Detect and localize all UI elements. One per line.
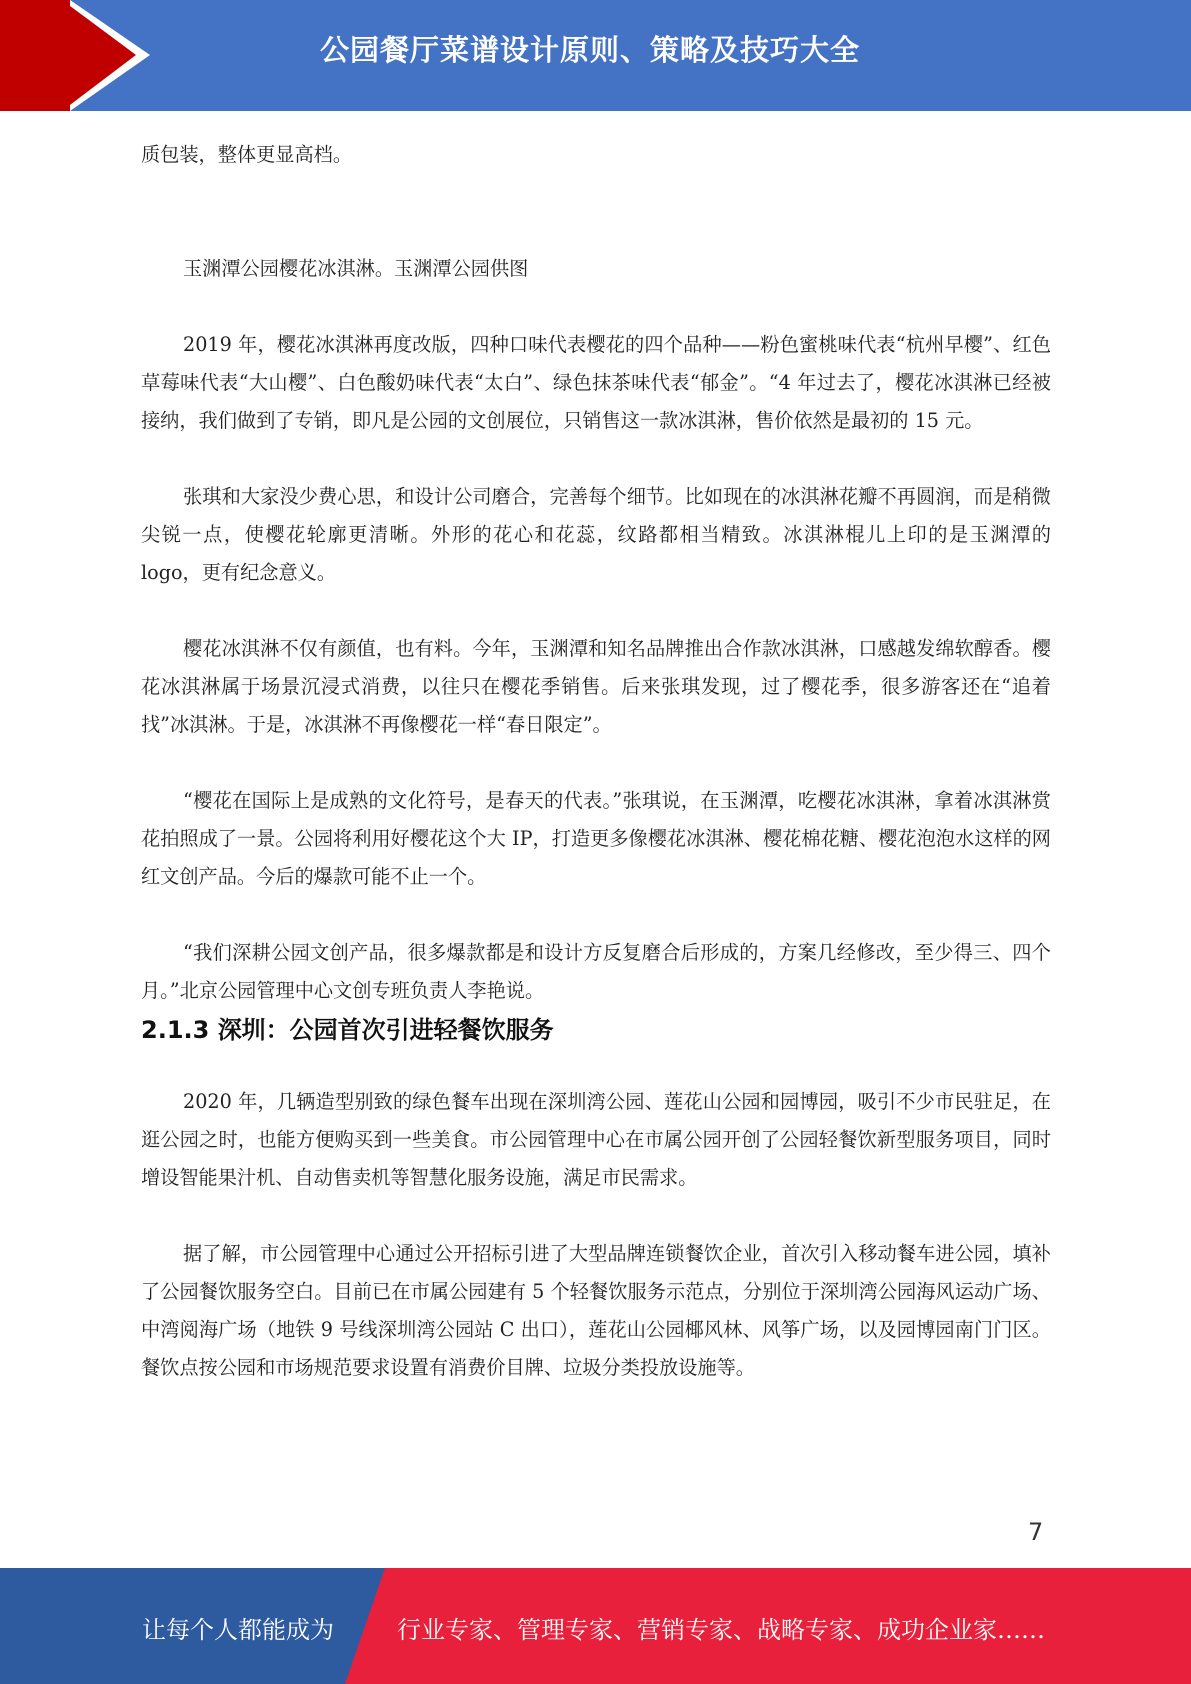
- paragraph: 张琪和大家没少费心思，和设计公司磨合，完善每个细节。比如现在的冰淇淋花瓣不再圆润，而是稍微尖锐一点，使樱花轮廓更清晰。外形的花心和花蕊，纹路都相当精致。冰淇淋棍儿上印的是玉渊潭的 logo，更有纪念意义。: [141, 485, 1051, 584]
- page-number: 7: [1028, 1518, 1044, 1546]
- page-footer: [0, 1568, 1191, 1684]
- paragraph-continuation: 质包装，整体更显高档。: [141, 143, 353, 166]
- header-chevron-arrow: [62, 0, 136, 111]
- paragraph: 据了解，市公园管理中心通过公开招标引进了大型品牌连锁餐饮企业，首次引入移动餐车进公园，填补了公园餐饮服务空白。目前已在市属公园建有 5 个轻餐饮服务示范点，分别位于深圳湾公园海风运动广场、中湾阅海广场（地铁 9 号线深圳湾公园站 C 出口），莲花山公园椰风林、风筝广场，以及园博园南门门区。餐饮点按公园和市场规范要求设置有消费价目牌、垃圾分类投放设施等。: [141, 1242, 1051, 1379]
- document-body: [141, 136, 1051, 1387]
- footer-slogan-right: 行业专家、管理专家、营销专家、战略专家、成功企业家……: [397, 1616, 1045, 1644]
- image-caption: 玉渊潭公园樱花冰淇淋。玉渊潭公园供图: [183, 257, 529, 280]
- header-title: 公园餐厅菜谱设计原则、策略及技巧大全: [320, 33, 861, 67]
- paragraph: “樱花在国际上是成熟的文化符号，是春天的代表。”张琪说，在玉渊潭，吃樱花冰淇淋，拿着冰淇淋赏花拍照成了一景。公园将利用好樱花这个大 IP，打造更多像樱花冰淇淋、樱花棉花糖、樱花泡泡水这样的网红文创产品。今后的爆款可能不止一个。: [141, 789, 1051, 888]
- paragraph: 2020 年，几辆造型别致的绿色餐车出现在深圳湾公园、莲花山公园和园博园，吸引不少市民驻足，在逛公园之时，也能方便购买到一些美食。市公园管理中心在市属公园开创了公园轻餐饮新型服务项目，同时增设智能果汁机、自动售卖机等智慧化服务设施，满足市民需求。: [141, 1090, 1051, 1189]
- paragraph: 2019 年，樱花冰淇淋再度改版，四种口味代表樱花的四个品种——粉色蜜桃味代表“杭州早樱”、红色草莓味代表“大山樱”、白色酸奶味代表“太白”、绿色抹茶味代表“郁金”。“4 年过去了，樱花冰淇淋已经被接纳，我们做到了专销，即凡是公园的文创展位，只销售这一款冰淇淋，售价依然是最初的 15 元。: [141, 333, 1051, 432]
- section-heading: 2.1.3 深圳：公园首次引进轻餐饮服务: [141, 1016, 554, 1044]
- page-header: [0, 0, 1191, 111]
- header-red-block: [0, 0, 70, 111]
- paragraph: “我们深耕公园文创产品，很多爆款都是和设计方反复磨合后形成的，方案几经修改，至少得三、四个月。”北京公园管理中心文创专班负责人李艳说。: [141, 941, 1051, 1002]
- paragraph: 樱花冰淇淋不仅有颜值，也有料。今年，玉渊潭和知名品牌推出合作款冰淇淋，口感越发绵软醇香。樱花冰淇淋属于场景沉浸式消费，以往只在樱花季销售。后来张琪发现，过了樱花季，很多游客还在“追着找”冰淇淋。于是，冰淇淋不再像樱花一样“春日限定”。: [141, 637, 1051, 736]
- footer-slogan-left: 让每个人都能成为: [142, 1616, 334, 1644]
- footer-blue-slant: [345, 1568, 385, 1684]
